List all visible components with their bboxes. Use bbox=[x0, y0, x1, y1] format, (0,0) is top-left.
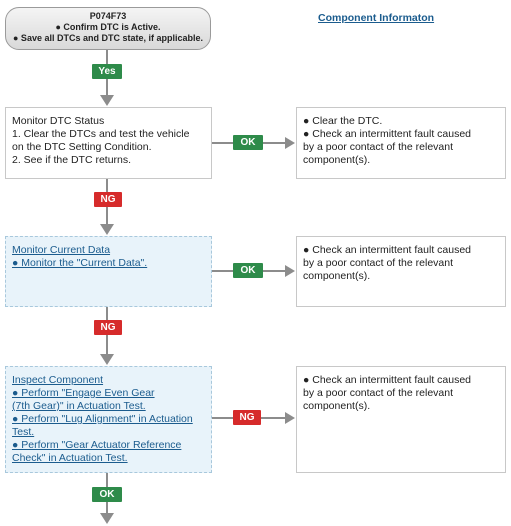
result2-line: by a poor contact of the relevant bbox=[303, 257, 454, 269]
step1-title: Monitor DTC Status bbox=[12, 115, 105, 127]
result3-line: by a poor contact of the relevant bbox=[303, 387, 454, 399]
result1-line: by a poor contact of the relevant bbox=[303, 141, 454, 153]
yes-badge: Yes bbox=[92, 64, 122, 79]
result2-line: ● Check an intermittent fault caused bbox=[303, 244, 472, 256]
step-inspect-component bbox=[5, 366, 212, 473]
arrowhead-step1 bbox=[100, 95, 114, 106]
start-node bbox=[5, 7, 211, 50]
step3-line-link[interactable]: ● Perform "Engage Even Gear bbox=[12, 387, 155, 399]
result1-line: ● Check an intermittent fault caused bbox=[303, 128, 472, 140]
start-line-save: ● Save all DTCs and DTC state, if applicable. bbox=[13, 33, 203, 43]
result-box-3 bbox=[296, 366, 506, 473]
result3-line: component(s). bbox=[303, 400, 371, 412]
step3-line-link[interactable]: (7th Gear)" in Actuation Test. bbox=[12, 400, 146, 412]
dtc-code: P074F73 bbox=[89, 11, 127, 21]
arrowhead-step3 bbox=[100, 354, 114, 365]
step3-title-link[interactable]: Inspect Component bbox=[12, 374, 104, 386]
step3-line-link[interactable]: Check" in Actuation Test. bbox=[12, 452, 128, 464]
arrowhead-end bbox=[100, 513, 114, 524]
step-monitor-current-data bbox=[5, 236, 212, 307]
ok-badge-step2: OK bbox=[233, 263, 263, 278]
ng-badge-step2: NG bbox=[94, 320, 122, 335]
step3-line-link[interactable]: Test. bbox=[12, 426, 35, 438]
step-monitor-dtc-status bbox=[5, 107, 212, 179]
step3-line-link[interactable]: ● Perform "Gear Actuator Reference bbox=[12, 439, 182, 451]
ng-badge-step1: NG bbox=[94, 192, 122, 207]
step1-line: 1. Clear the DTCs and test the vehicle bbox=[12, 128, 190, 140]
step2-line-link[interactable]: ● Monitor the "Current Data". bbox=[12, 257, 148, 269]
arrowhead-result3 bbox=[285, 412, 295, 424]
result3-line: ● Check an intermittent fault caused bbox=[303, 374, 472, 386]
step1-line: on the DTC Setting Condition. bbox=[12, 141, 152, 153]
ng-badge-step3: NG bbox=[233, 410, 261, 425]
result1-line: ● Clear the DTC. bbox=[303, 115, 383, 127]
step3-line-link[interactable]: ● Perform "Lug Alignment" in Actuation bbox=[12, 413, 193, 425]
start-line-confirm: ● Confirm DTC is Active. bbox=[55, 22, 161, 32]
arrowhead-result1 bbox=[285, 137, 295, 149]
step2-title-link[interactable]: Monitor Current Data bbox=[12, 244, 111, 256]
ok-badge-step3: OK bbox=[92, 487, 122, 502]
result-box-2 bbox=[296, 236, 506, 307]
result1-line: component(s). bbox=[303, 154, 371, 166]
result-box-1 bbox=[296, 107, 506, 179]
arrowhead-result2 bbox=[285, 265, 295, 277]
result2-line: component(s). bbox=[303, 270, 371, 282]
step1-line: 2. See if the DTC returns. bbox=[12, 154, 132, 166]
ok-badge-step1: OK bbox=[233, 135, 263, 150]
component-information-link[interactable]: Component Informaton bbox=[318, 12, 435, 24]
arrowhead-step2 bbox=[100, 224, 114, 235]
